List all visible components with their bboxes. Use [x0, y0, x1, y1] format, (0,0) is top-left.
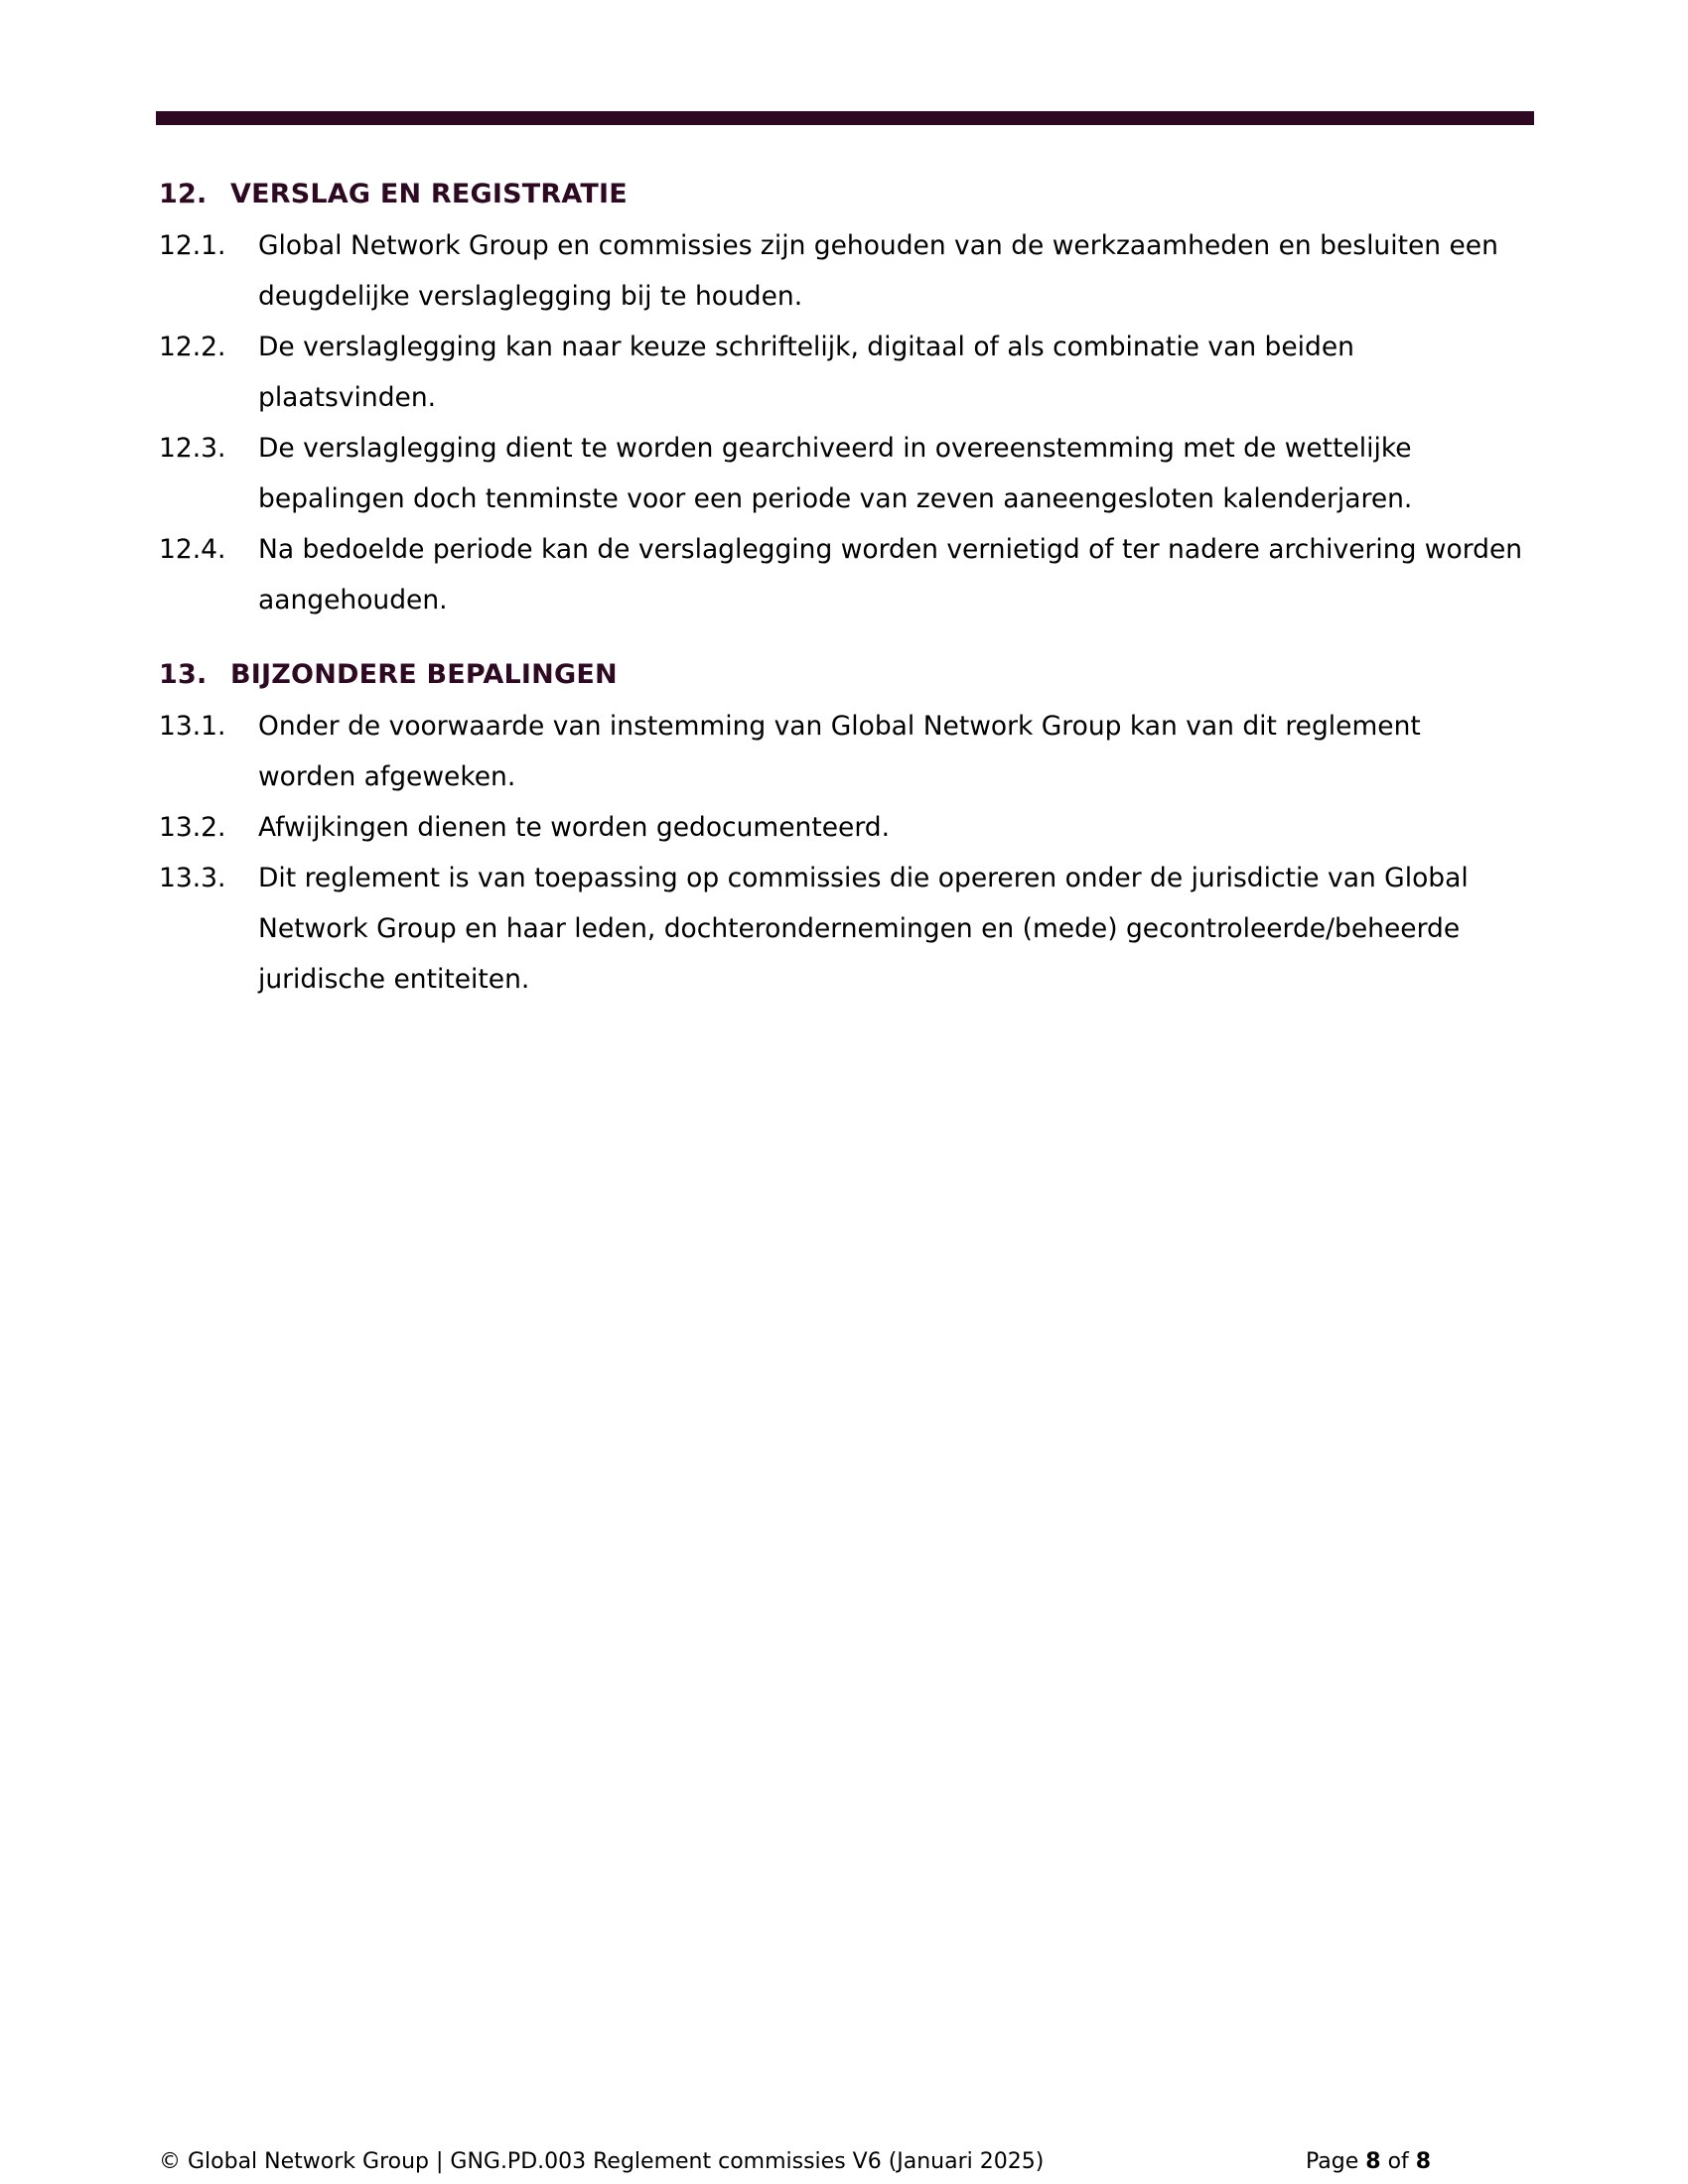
item-text: Na bedoelde periode kan de verslaglegging worden vernietigd of ter nadere archivering worden aangehouden.: [258, 534, 1523, 615]
item-number: 12.2.: [159, 332, 226, 362]
page-footer: [159, 2147, 1440, 2177]
total-pages: 8: [1415, 2149, 1432, 2174]
item-text: Global Network Group en commissies zijn gehouden van de werkzaamheden en besluiten een deugdelijke verslaglegging bij te houden.: [258, 230, 1498, 312]
document-body: [159, 177, 1539, 1036]
current-page: 8: [1365, 2149, 1381, 2174]
item-number: 12.4.: [159, 534, 226, 565]
list-item: [159, 220, 1539, 322]
header-divider: [156, 111, 1534, 125]
list-item: [159, 423, 1539, 524]
page-number: [1306, 2147, 1431, 2177]
item-number: 12.3.: [159, 433, 226, 464]
item-number: 12.1.: [159, 230, 226, 261]
item-number: 13.1.: [159, 711, 226, 742]
section-13: [159, 657, 1539, 1005]
section-number: 13.: [159, 659, 208, 690]
list-item: [159, 802, 1539, 853]
page-label: Page: [1306, 2149, 1359, 2174]
footer-copyright: © Global Network Group | GNG.PD.003 Reglement commissies V6 (Januari 2025): [159, 2149, 1045, 2174]
section-12: [159, 177, 1539, 625]
section-heading: [159, 657, 1539, 693]
item-number: 13.2.: [159, 812, 226, 843]
list-item: [159, 853, 1539, 1005]
list-item: [159, 701, 1539, 802]
item-text: De verslaglegging kan naar keuze schriftelijk, digitaal of als combinatie van beiden plaatsvinden.: [258, 332, 1354, 413]
list-item: [159, 524, 1539, 625]
section-title: BIJZONDERE BEPALINGEN: [230, 659, 618, 690]
item-text: De verslaglegging dient te worden gearchiveerd in overeenstemming met de wettelijke bepalingen doch tenminste voor een periode van zeven aaneengesloten kalenderjaren.: [258, 433, 1413, 514]
page-of-label: of: [1387, 2149, 1409, 2174]
item-text: Afwijkingen dienen te worden gedocumenteerd.: [258, 812, 890, 843]
section-number: 12.: [159, 179, 208, 209]
item-text: Dit reglement is van toepassing op commissies die opereren onder de jurisdictie van Global Network Group en haar leden, dochterondernemingen en (mede) gecontroleerde/beheerde juridische entiteiten.: [258, 863, 1469, 995]
item-number: 13.3.: [159, 863, 226, 893]
section-title: VERSLAG EN REGISTRATIE: [230, 179, 628, 209]
section-heading: [159, 177, 1539, 212]
item-text: Onder de voorwaarde van instemming van Global Network Group kan van dit reglement worden afgeweken.: [258, 711, 1421, 792]
list-item: [159, 322, 1539, 423]
